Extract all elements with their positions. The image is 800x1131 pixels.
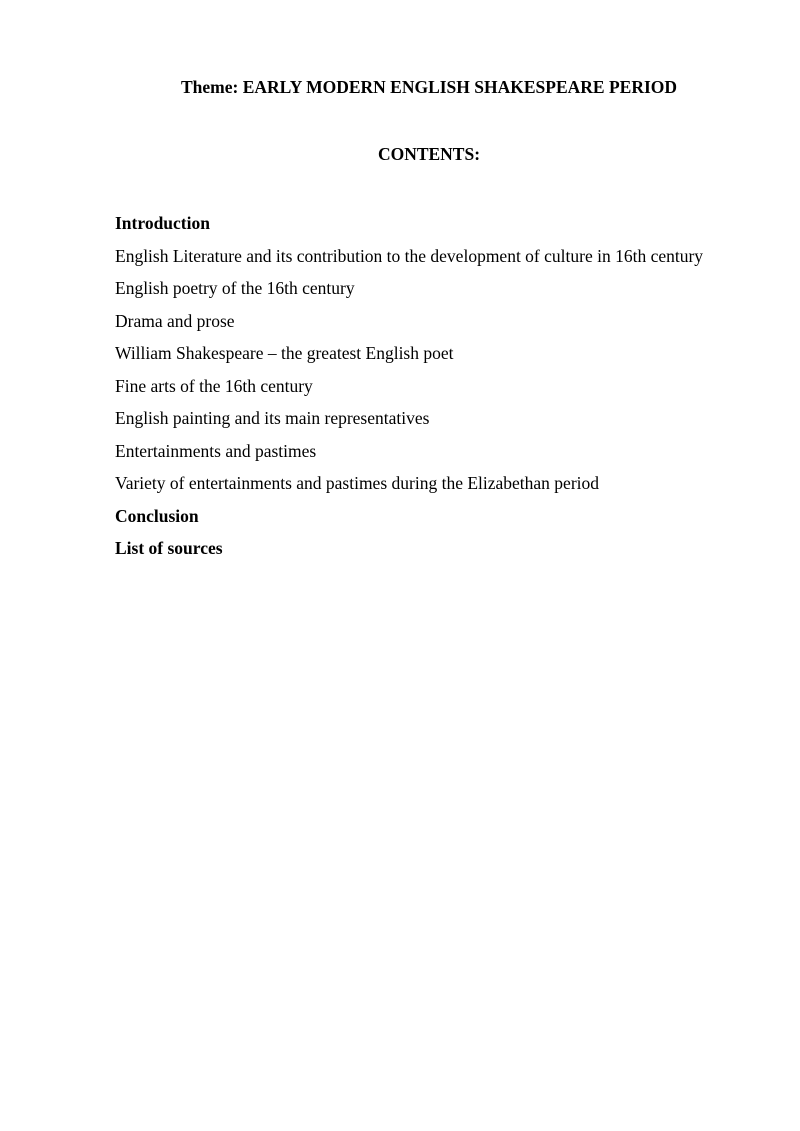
toc-item-list-of-sources: List of sources <box>115 538 223 558</box>
toc-item-english-literature: English Literature and its contribution to the development of culture in 16th century <box>115 245 704 266</box>
toc-item-william-shakespeare: William Shakespeare – the greatest English poet <box>115 343 454 363</box>
toc-item-entertainments: Entertainments and pastimes <box>115 440 317 461</box>
theme-title: Theme: EARLY MODERN ENGLISH SHAKESPEARE PERIOD <box>180 77 678 97</box>
toc-item-english-poetry: English poetry of the 16th century <box>115 278 355 298</box>
table-of-contents <box>115 207 703 565</box>
toc-item-fine-arts: Fine arts of the 16th century <box>115 375 313 396</box>
toc-item-variety-of-entertainments: Variety of entertainments and pastimes during the Elizabethan period <box>115 473 600 493</box>
toc-item-conclusion: Conclusion <box>115 505 199 526</box>
toc-item-english-painting: English painting and its main representatives <box>115 408 430 428</box>
toc-item-introduction: Introduction <box>115 213 210 233</box>
contents-heading: CONTENTS: <box>377 144 481 164</box>
toc-item-drama-and-prose: Drama and prose <box>115 310 235 331</box>
